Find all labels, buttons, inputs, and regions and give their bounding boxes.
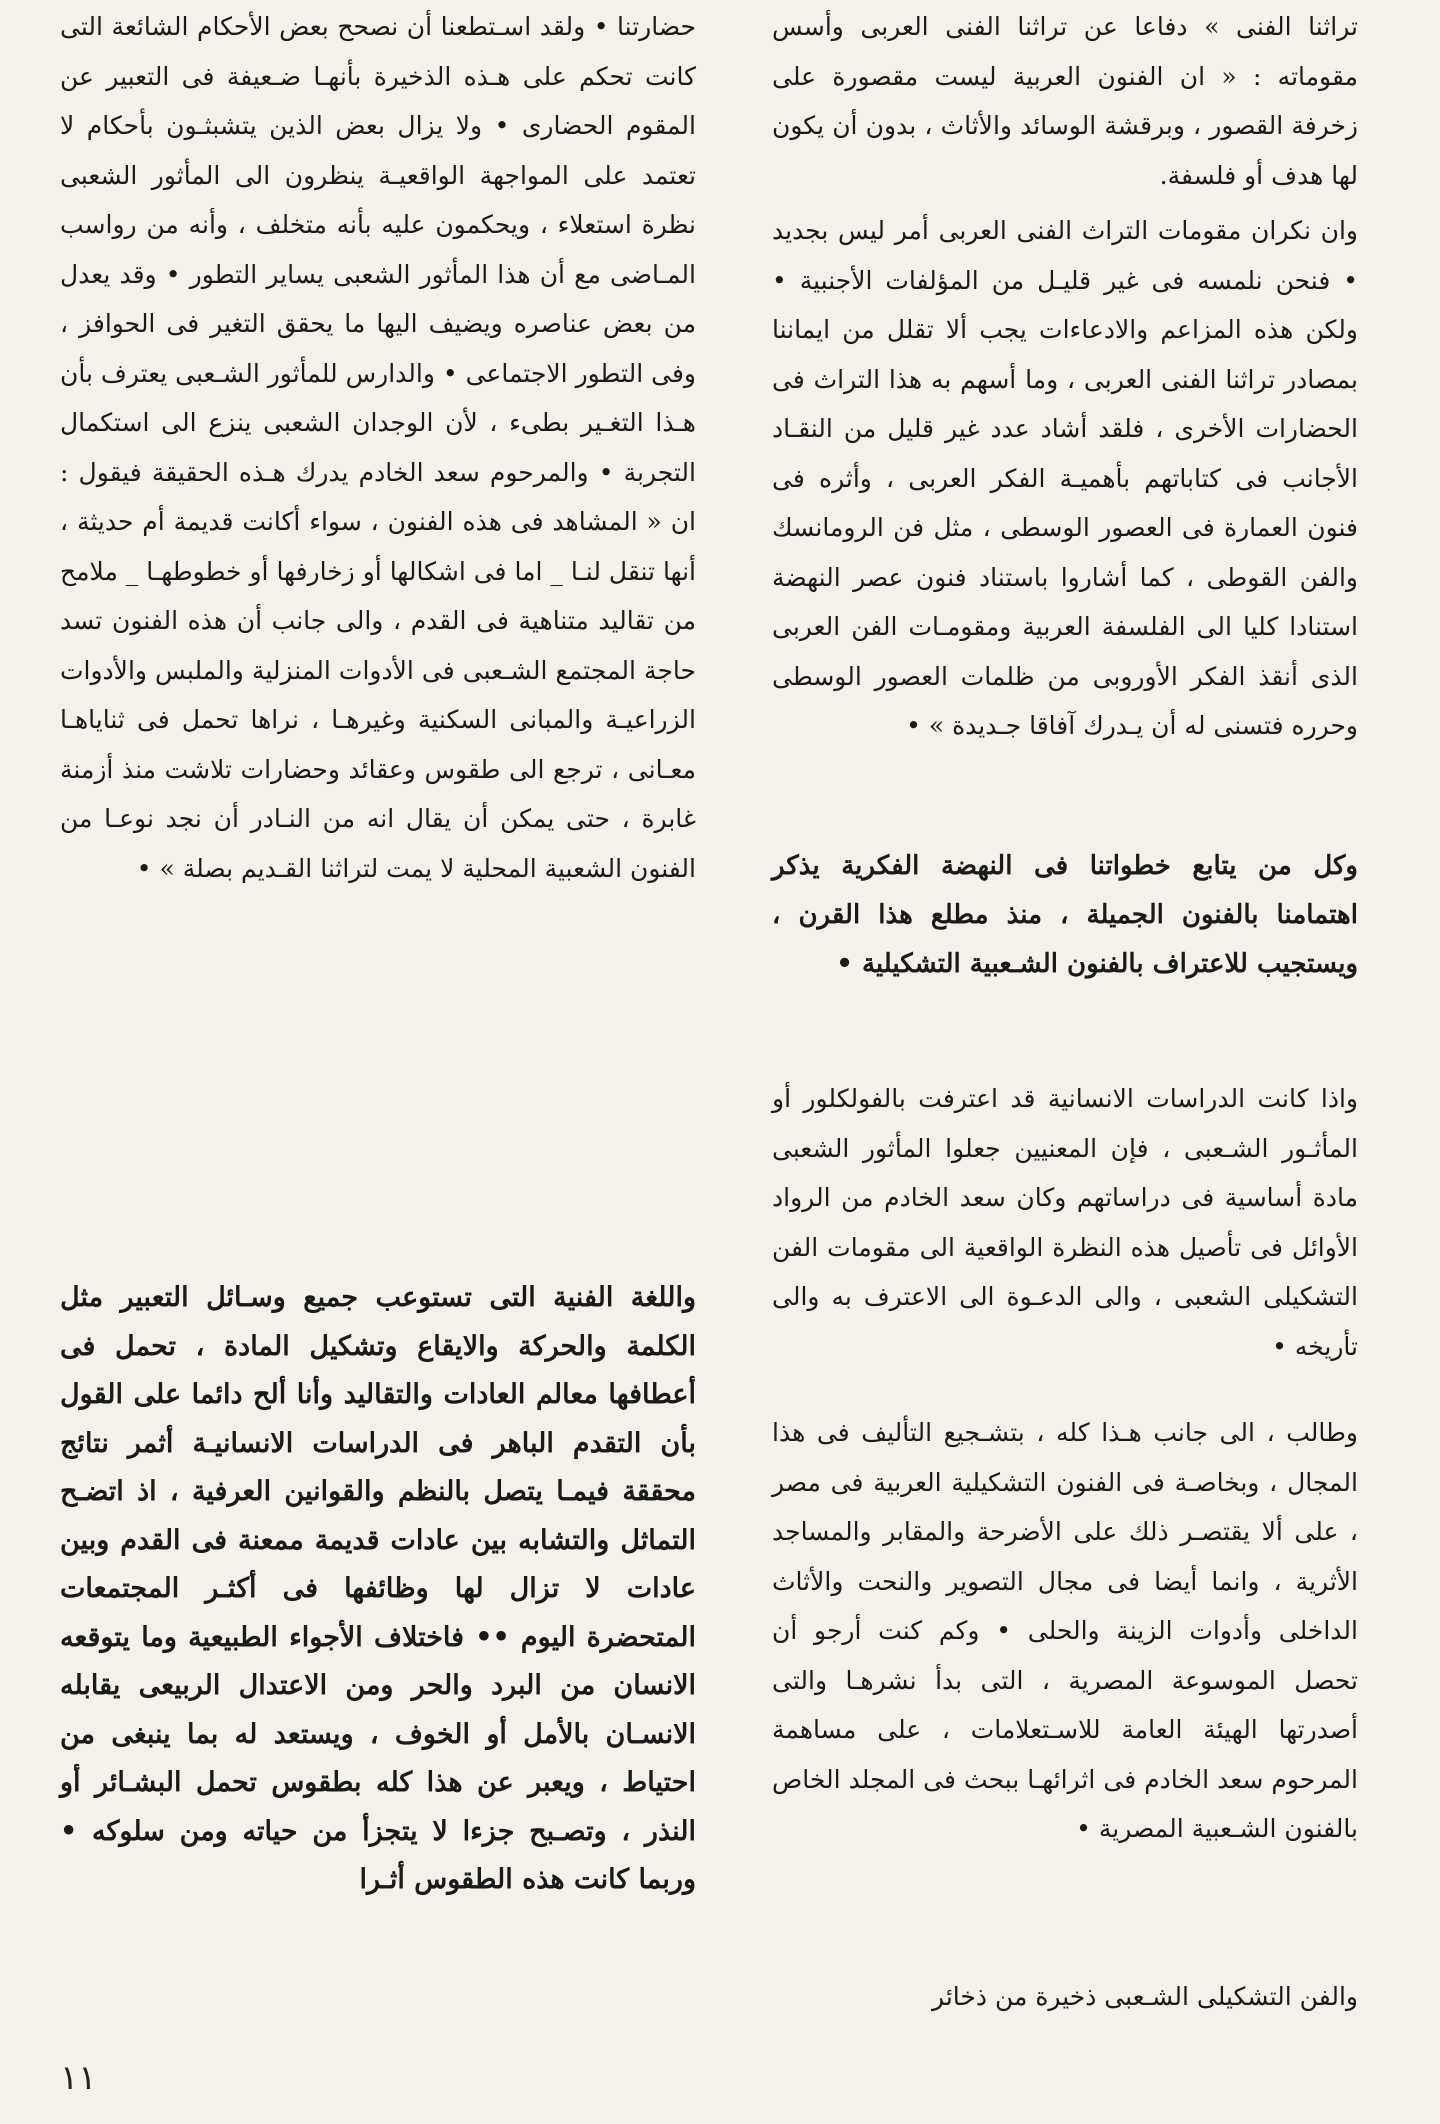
page-number: ١١: [60, 2058, 97, 2098]
right-paragraph-5: وطالب ، الى جانب هـذا كله ، بتشـجيع التأليف فى هذا المجال ، وبخاصـة فى الفنون التشكيلية العربية فى مصر ، على ألا يقتصـر ذلك على الأضرحة والمقابر والمساجد الأثرية ، وانما أيضا فى مجال التصوير والنحت والأثاث الداخلى وأدوات الزينة والحلى • وكم كنت أرجو أن تحصل الموسوعة المصرية ، التى بدأ نشرهـا والتى أصدرتها الهيئة العامة للاسـتعلامات ، على مساهمة المرحوم سعد الخادم فى اثرائهـا ببحث فى المجلد الخاص بالفنون الشـعبية المصرية •: [772, 1418, 1358, 1843]
right-paragraph-6: والفن التشكيلى الشـعبى ذخيرة من ذخائر: [932, 1982, 1358, 2011]
right-bold-paragraph: وكل من يتابع خطواتنا فى النهضة الفكرية يذكر اهتمامنا بالفنون الجميلة ، منذ مطلع هذا القرن ، ويستجيب للاعتراف بالفنون الشـعبية التشكيلية •: [772, 851, 1358, 979]
left-bold-paragraph: واللغة الفنية التى تستوعب جميع وسـائل التعبير مثل الكلمة والحركة والايقاع وتشكيل المادة ، تحمل فى أعطافها معالم العادات والتقاليد وأنا ألح دائما على القول بأن التقدم الباهر فى الدراسات الانسانيـة أثمر نتائج محققة فيمـا يتصل بالنظم والقوانين العرفية ، اذ اتضـح التماثل والتشابه بين عادات قديمة ممعنة فى القدم وبين عادات لا تزال لها وظائفها فى أكثـر المجتمعات المتحضرة اليوم •• فاختلاف الأجواء الطبيعية وما يتوقعه الانسان من البرد والحر ومن الاعتدال الربيعى يقابله الانسـان بالأمل أو الخوف ، ويستعد له بما ينبغى من احتياط ، ويعبر عن هذا كله بطقوس تحمل البشـائر أو النذر ، وتصـبح جزءا لا يتجزأ من حياته ومن سلوكه • وربما كانت هذه الطقوس أثـرا: [60, 1282, 696, 1895]
right-paragraph-1: تراثنا الفنى » دفاعا عن تراثنا الفنى العربى وأسس مقوماته : « ان الفنون العربية ليست مقصورة على زخرفة القصور ، وبرقشة الوسائد والأثاث ، بدون أن يكون لها هدف أو فلسفة.: [772, 12, 1358, 190]
right-paragraph-4: واذا كانت الدراسات الانسانية قد اعترفت بالفولكلور أو المأثـور الشـعبى ، فإن المعنيين جعلوا المأثور الشعبى مادة أساسية فى دراساتهم وكان سعد الخادم من الرواد الأوائل فى تأصيل هذه النظرة الواقعية الى مقومات الفن التشكيلى الشعبى ، والى الدعـوة الى الاعترف به والى تأريخه •: [772, 1084, 1358, 1361]
left-paragraph-1: حضارتنا • ولقد اسـتطعنا أن نصحح بعض الأحكام الشائعة التى كانت تحكم على هـذه الذخيرة بأنهـا ضـعيفة فى التعبير عن المقوم الحضارى • ولا يزال بعض الذين يتشبثـون بأحكام لا تعتمد على المواجهة الواقعيـة ينظرون الى المأثور الشعبى نظرة استعلاء ، ويحكمون عليه بأنه متخلف ، وأنه من رواسب المـاضى مع أن هذا المأثور الشعبى يساير التطور • وقد يعدل من بعض عناصره ويضيف اليها ما يحقق التغير فى الحوافز ، وفى التطور الاجتماعى • والدارس للمأثور الشـعبى يعترف بأن هـذا التغـير بطىء ، لأن الوجدان الشعبى ينزع الى استكمال التجربة • والمرحوم سعد الخادم يدرك هـذه الحقيقة فيقول : ان « المشاهد فى هذه الفنون ، سواء أكانت قديمة أم حديثة ، أنها تنقل لنـا _ اما فى اشكالها أو زخارفها أو خطوطهـا _ ملامح من تقاليد متناهية فى القدم ، والى جانب أن هذه الفنون تسد حاجة المجتمع الشـعبى فى الأدوات المنزلية والملبس والأدوات الزراعيـة والمبانى السكنية وغيرهـا ، نراها تحمل فى ثناياهـا معـانى ، ترجع الى طقوس وعقائد وحضارات تلاشت منذ أزمنة غابرة ، حتى يمكن أن يقال انه من النـادر أن نجد نوعـا من الفنون الشعبية المحلية لا يمت لتراثنا القـديم بصلة » •: [60, 12, 696, 883]
right-paragraph-2: وان نكران مقومات التراث الفنى العربى أمر ليس بجديد • فنحن نلمسه فى غير قليـل من المؤلفات الأجنبية • ولكن هذه المزاعم والادعاءات يجب ألا تقلل من ايماننا بمصادر تراثنا الفنى العربى ، وما أسهم به هذا التراث فى الحضارات الأخرى ، فلقد أشاد عدد غير قليل من النقـاد الأجانب فى كتاباتهم بأهميـة الفكر العربى ، وأثره فى فنون العمارة فى العصور الوسطى ، مثل فن الرومانسك والفن القوطى ، كما أشاروا باستناد فنون عصر النهضة استنادا كليا الى الفلسفة العربية ومقومـات الفن العربى الذى أنقذ الفكر الأوروبى من ظلمات العصور الوسطى وحرره فتسنى له أن يـدرك آفاقا جـديدة » •: [772, 216, 1358, 740]
